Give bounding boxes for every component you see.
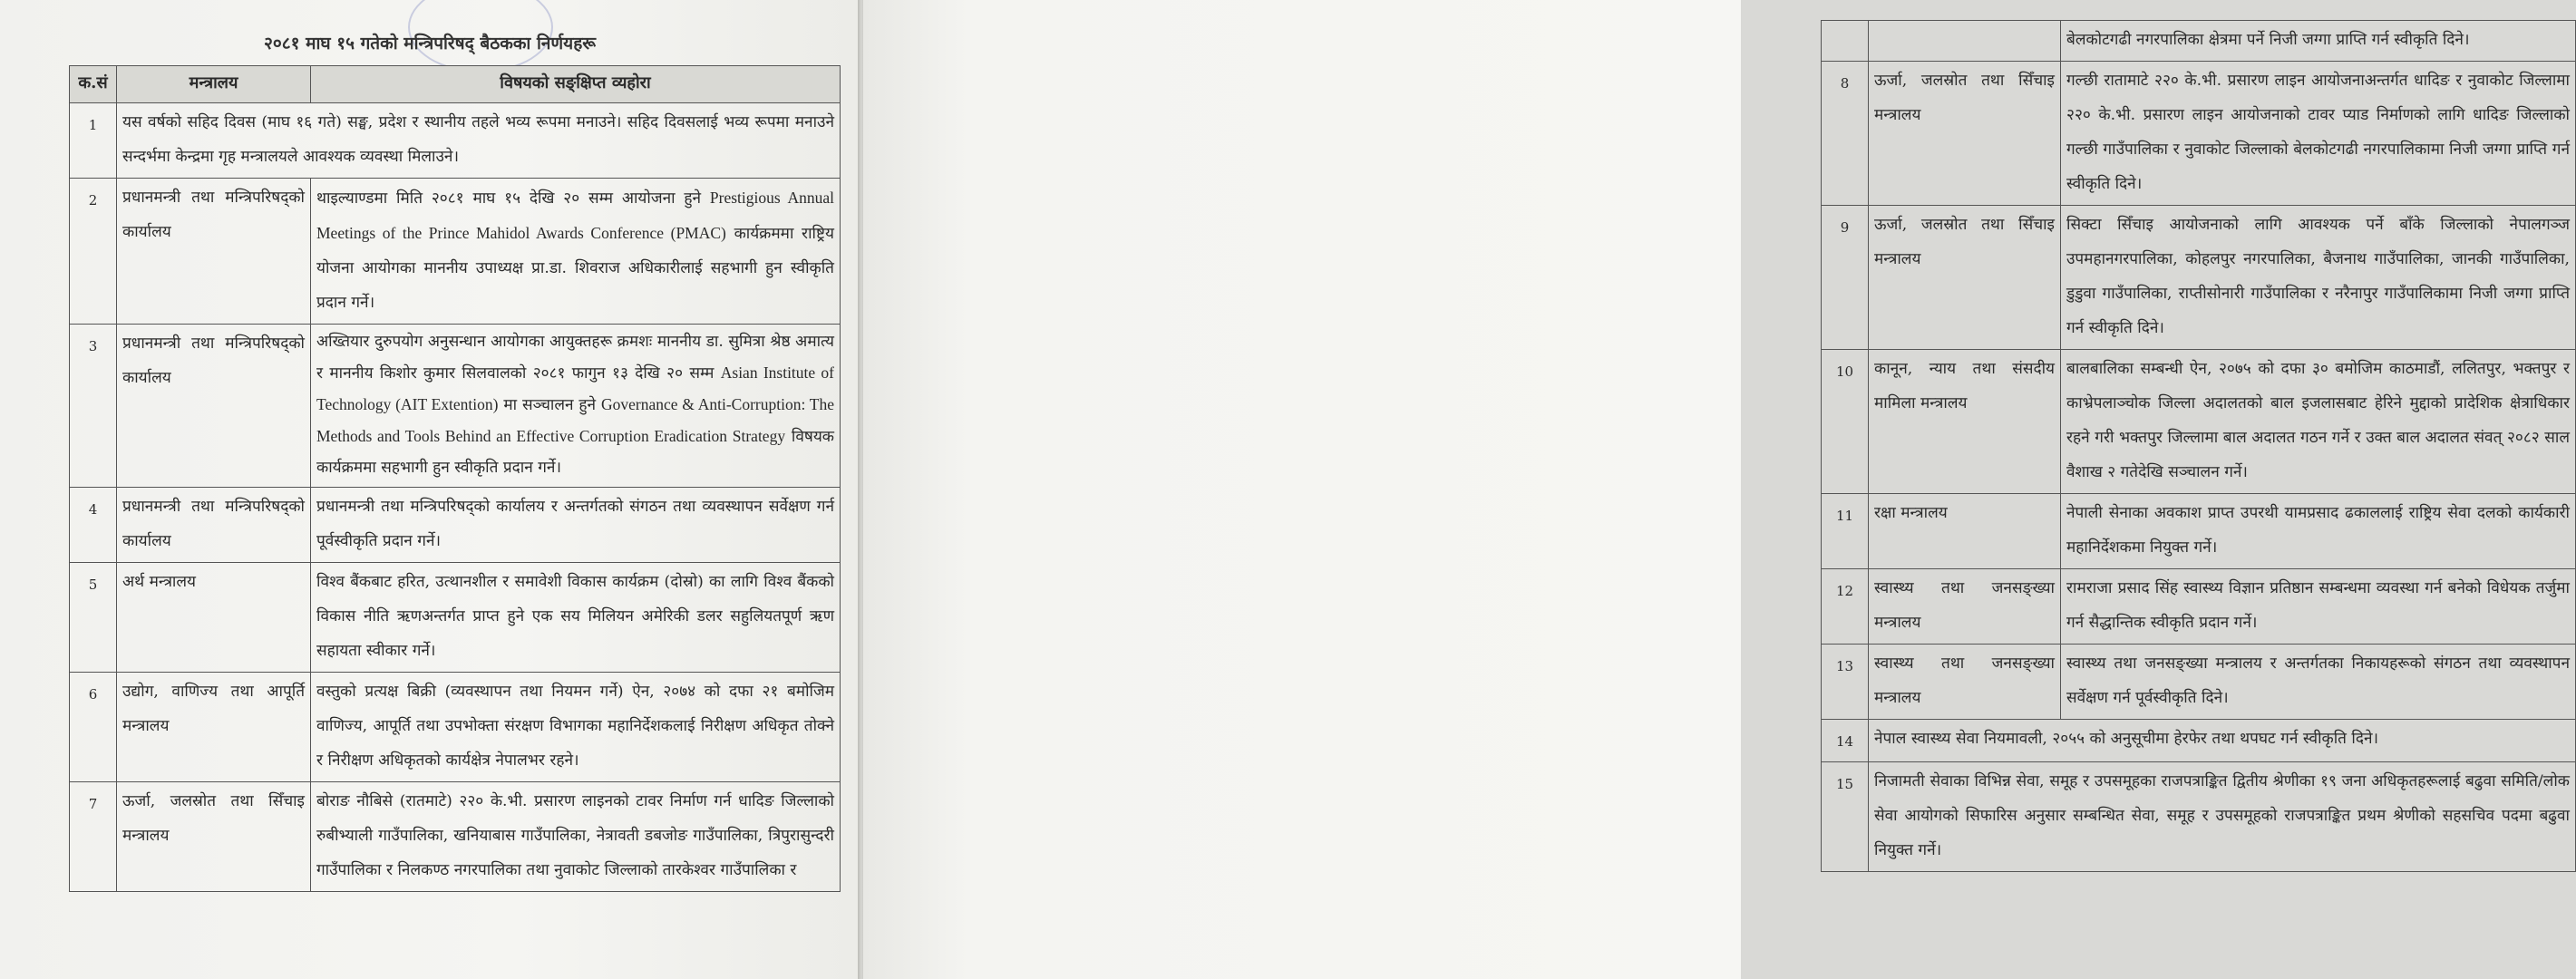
table-row bbox=[1822, 62, 2576, 206]
row-summary: विश्व बैंकबाट हरित, उत्थानशील र समावेशी विकास कार्यक्रम (दोस्रो) का लागि विश्व बैंकको विकास नीति ऋणअन्तर्गत प्राप्त हुने एक सय मिलियन अमेरिकी डलर सहुलियतपूर्ण ऋण सहायता स्वीकार गर्ने। bbox=[311, 563, 841, 673]
row-ministry bbox=[1869, 21, 2061, 62]
left-page bbox=[0, 0, 860, 979]
row-summary: अख्तियार दुरुपयोग अनुसन्धान आयोगका आयुक्तहरू क्रमशः माननीय डा. सुमित्रा श्रेष्ठ अमात्य र माननीय किशोर कुमार सिलवालको २०८१ फागुन १३ देखि २० सम्म Asian Institute of Technology (AIT Extention) मा सञ्चालन हुने Governance & Anti-Corruption: The Methods and Tools Behind an Effective Corruption Eradication Strategy विषयक कार्यक्रममा सहभागी हुन स्वीकृति प्रदान गर्ने। bbox=[311, 325, 841, 488]
table-row bbox=[1822, 350, 2576, 494]
row-ministry: प्रधानमन्त्री तथा मन्त्रिपरिषद्को कार्यालय bbox=[117, 179, 311, 325]
table-header-row bbox=[70, 66, 841, 103]
row-ministry: रक्षा मन्त्रालय bbox=[1869, 494, 2061, 569]
row-ministry: ऊर्जा, जलस्रोत तथा सिँचाइ मन्त्रालय bbox=[117, 782, 311, 892]
row-summary: रामराजा प्रसाद सिंह स्वास्थ्य विज्ञान प्रतिष्ठान सम्बन्धमा व्यवस्था गर्न बनेको विधेयक तर्जुमा गर्न सैद्धान्तिक स्वीकृति प्रदान गर्ने। bbox=[2061, 569, 2576, 645]
row-ministry: ऊर्जा, जलस्रोत तथा सिँचाइ मन्त्रालय bbox=[1869, 206, 2061, 350]
row-number: 10 bbox=[1822, 350, 1869, 494]
row-number: 11 bbox=[1822, 494, 1869, 569]
row-ministry: उद्योग, वाणिज्य तथा आपूर्ति मन्त्रालय bbox=[117, 673, 311, 782]
column-header-ministry: मन्त्रालय bbox=[117, 66, 311, 103]
row-ministry: प्रधानमन्त्री तथा मन्त्रिपरिषद्को कार्यालय bbox=[117, 325, 311, 488]
row-ministry: अर्थ मन्त्रालय bbox=[117, 563, 311, 673]
row-number: 8 bbox=[1822, 62, 1869, 206]
table-row bbox=[1822, 569, 2576, 645]
row-number: 9 bbox=[1822, 206, 1869, 350]
row-number: 7 bbox=[70, 782, 117, 892]
row-summary-continued: बेलकोटगढी नगरपालिका क्षेत्रमा पर्ने निजी जग्गा प्राप्ति गर्न स्वीकृति दिने। bbox=[2061, 21, 2576, 62]
table-row bbox=[1822, 762, 2576, 872]
row-ministry: कानून, न्याय तथा संसदीय मामिला मन्त्रालय bbox=[1869, 350, 2061, 494]
row-number: 4 bbox=[70, 488, 117, 563]
table-row bbox=[70, 673, 841, 782]
row-summary: थाइल्याण्डमा मिति २०८१ माघ १५ देखि २० सम्म आयोजना हुने Prestigious Annual Meetings of the Prince Mahidol Awards Conference (PMAC) कार्यक्रममा राष्ट्रिय योजना आयोगका माननीय उपाध्यक्ष प्रा.डा. शिवराज अधिकारीलाई सहभागी हुन स्वीकृति प्रदान गर्ने। bbox=[311, 179, 841, 325]
table-row bbox=[1822, 206, 2576, 350]
row-ministry: स्वास्थ्य तथा जनसङ्ख्या मन्त्रालय bbox=[1869, 645, 2061, 720]
row-summary: सिक्टा सिँचाइ आयोजनाको लागि आवश्यक पर्ने बाँके जिल्लाको नेपालगञ्ज उपमहानगरपालिका, कोहलपुर नगरपालिका, बैजनाथ गाउँपालिका, जानकी गाउँपालिका, डुडुवा गाउँपालिका, राप्तीसोनारी गाउँपालिका र नरैनापुर गाउँपालिकामा निजी जग्गा प्राप्ति गर्न स्वीकृति दिने। bbox=[2061, 206, 2576, 350]
row-summary: निजामती सेवाका विभिन्न सेवा, समूह र उपसमूहका राजपत्राङ्कित द्वितीय श्रेणीका १९ जना अधिकृतहरूलाई बढुवा समिति/लोक सेवा आयोगको सिफारिस अनुसार सम्बन्धित सेवा, समूह र उपसमूहको राजपत्राङ्कित प्रथम श्रेणीको सहसचिव पदमा बढुवा नियुक्त गर्ने। bbox=[1869, 762, 2576, 872]
row-ministry: प्रधानमन्त्री तथा मन्त्रिपरिषद्को कार्यालय bbox=[117, 488, 311, 563]
decisions-table-right bbox=[1821, 20, 2576, 872]
table-row bbox=[70, 325, 841, 488]
decisions-table-left bbox=[69, 65, 841, 892]
row-summary: गल्छी रातामाटे २२० के.भी. प्रसारण लाइन आयोजनाअन्तर्गत धादिङ र नुवाकोट जिल्लामा २२० के.भी. प्रसारण लाइन आयोजनाको टावर प्याड निर्माणको लागि धादिङ जिल्लाको गल्छी गाउँपालिका र नुवाकोट जिल्लाको बेलकोटगढी नगरपालिकामा निजी जग्गा प्राप्ति गर्न स्वीकृति दिने। bbox=[2061, 62, 2576, 206]
row-summary: प्रधानमन्त्री तथा मन्त्रिपरिषद्को कार्यालय र अन्तर्गतको संगठन तथा व्यवस्थापन सर्वेक्षण गर्न पूर्वस्वीकृति प्रदान गर्ने। bbox=[311, 488, 841, 563]
row-number: 12 bbox=[1822, 569, 1869, 645]
table-row bbox=[1822, 645, 2576, 720]
row-summary: नेपाल स्वास्थ्य सेवा नियमावली, २०५५ को अनुसूचीमा हेरफेर तथा थपघट गर्न स्वीकृति दिने। bbox=[1869, 720, 2576, 762]
row-number: 14 bbox=[1822, 720, 1869, 762]
document-title: २०८१ माघ १५ गतेको मन्त्रिपरिषद् बैठकका निर्णयहरू bbox=[263, 34, 597, 53]
row-number: 6 bbox=[70, 673, 117, 782]
column-header-number: क.सं bbox=[70, 66, 117, 103]
table-row bbox=[70, 488, 841, 563]
row-number: 13 bbox=[1822, 645, 1869, 720]
table-row bbox=[1822, 21, 2576, 62]
row-summary: वस्तुको प्रत्यक्ष बिक्री (व्यवस्थापन तथा नियमन गर्ने) ऐन, २०७४ को दफा २१ बमोजिम वाणिज्य, आपूर्ति तथा उपभोक्ता संरक्षण विभागका महानिर्देशकलाई निरीक्षण अधिकृत तोक्ने र निरीक्षण अधिकृतको कार्यक्षेत्र नेपालभर रहने। bbox=[311, 673, 841, 782]
column-header-summary: विषयको सङ्क्षिप्त व्यहोरा bbox=[311, 66, 841, 103]
row-summary: यस वर्षको सहिद दिवस (माघ १६ गते) सङ्घ, प्रदेश र स्थानीय तहले भव्य रूपमा मनाउने। सहिद दिवसलाई भव्य रूपमा मनाउने सन्दर्भमा केन्द्रमा गृह मन्त्रालयले आवश्यक व्यवस्था मिलाउने। bbox=[117, 103, 841, 179]
row-number: 5 bbox=[70, 563, 117, 673]
table-row bbox=[70, 782, 841, 892]
row-number: 15 bbox=[1822, 762, 1869, 872]
row-summary: बालबालिका सम्बन्धी ऐन, २०७५ को दफा ३० बमोजिम काठमाडौं, ललितपुर, भक्तपुर र काभ्रेपलाञ्चोक जिल्ला अदालतको बाल इजलासबाट हेरिने मुद्दाको प्रादेशिक क्षेत्राधिकार रहने गरी भक्तपुर जिल्लामा बाल अदालत गठन गर्ने र उक्त बाल अदालत संवत् २०८२ साल वैशाख २ गतेदेखि सञ्चालन गर्ने। bbox=[2061, 350, 2576, 494]
row-number: 3 bbox=[70, 325, 117, 488]
row-number: 1 bbox=[70, 103, 117, 179]
row-number bbox=[1822, 21, 1869, 62]
row-summary: नेपाली सेनाका अवकाश प्राप्त उपरथी यामप्रसाद ढकाललाई राष्ट्रिय सेवा दलको कार्यकारी महानिर्देशकमा नियुक्त गर्ने। bbox=[2061, 494, 2576, 569]
table-row bbox=[70, 563, 841, 673]
row-number: 2 bbox=[70, 179, 117, 325]
row-summary: स्वास्थ्य तथा जनसङ्ख्या मन्त्रालय र अन्तर्गतका निकायहरूको संगठन तथा व्यवस्थापन सर्वेक्षण गर्न पूर्वस्वीकृति दिने। bbox=[2061, 645, 2576, 720]
table-row bbox=[1822, 720, 2576, 762]
table-row bbox=[1822, 494, 2576, 569]
table-row bbox=[70, 179, 841, 325]
table-row bbox=[70, 103, 841, 179]
right-page bbox=[863, 0, 2570, 979]
row-summary: बोराङ नौबिसे (रातमाटे) २२० के.भी. प्रसारण लाइनको टावर निर्माण गर्न धादिङ जिल्लाको रुबीभ्याली गाउँपालिका, खनियाबास गाउँपालिका, नेत्रावती डबजोङ गाउँपालिका, त्रिपुरासुन्दरी गाउँपालिका र निलकण्ठ नगरपालिका तथा नुवाकोट जिल्लाको तारकेश्वर गाउँपालिका र bbox=[311, 782, 841, 892]
row-ministry: ऊर्जा, जलस्रोत तथा सिँचाइ मन्त्रालय bbox=[1869, 62, 2061, 206]
row-ministry: स्वास्थ्य तथा जनसङ्ख्या मन्त्रालय bbox=[1869, 569, 2061, 645]
